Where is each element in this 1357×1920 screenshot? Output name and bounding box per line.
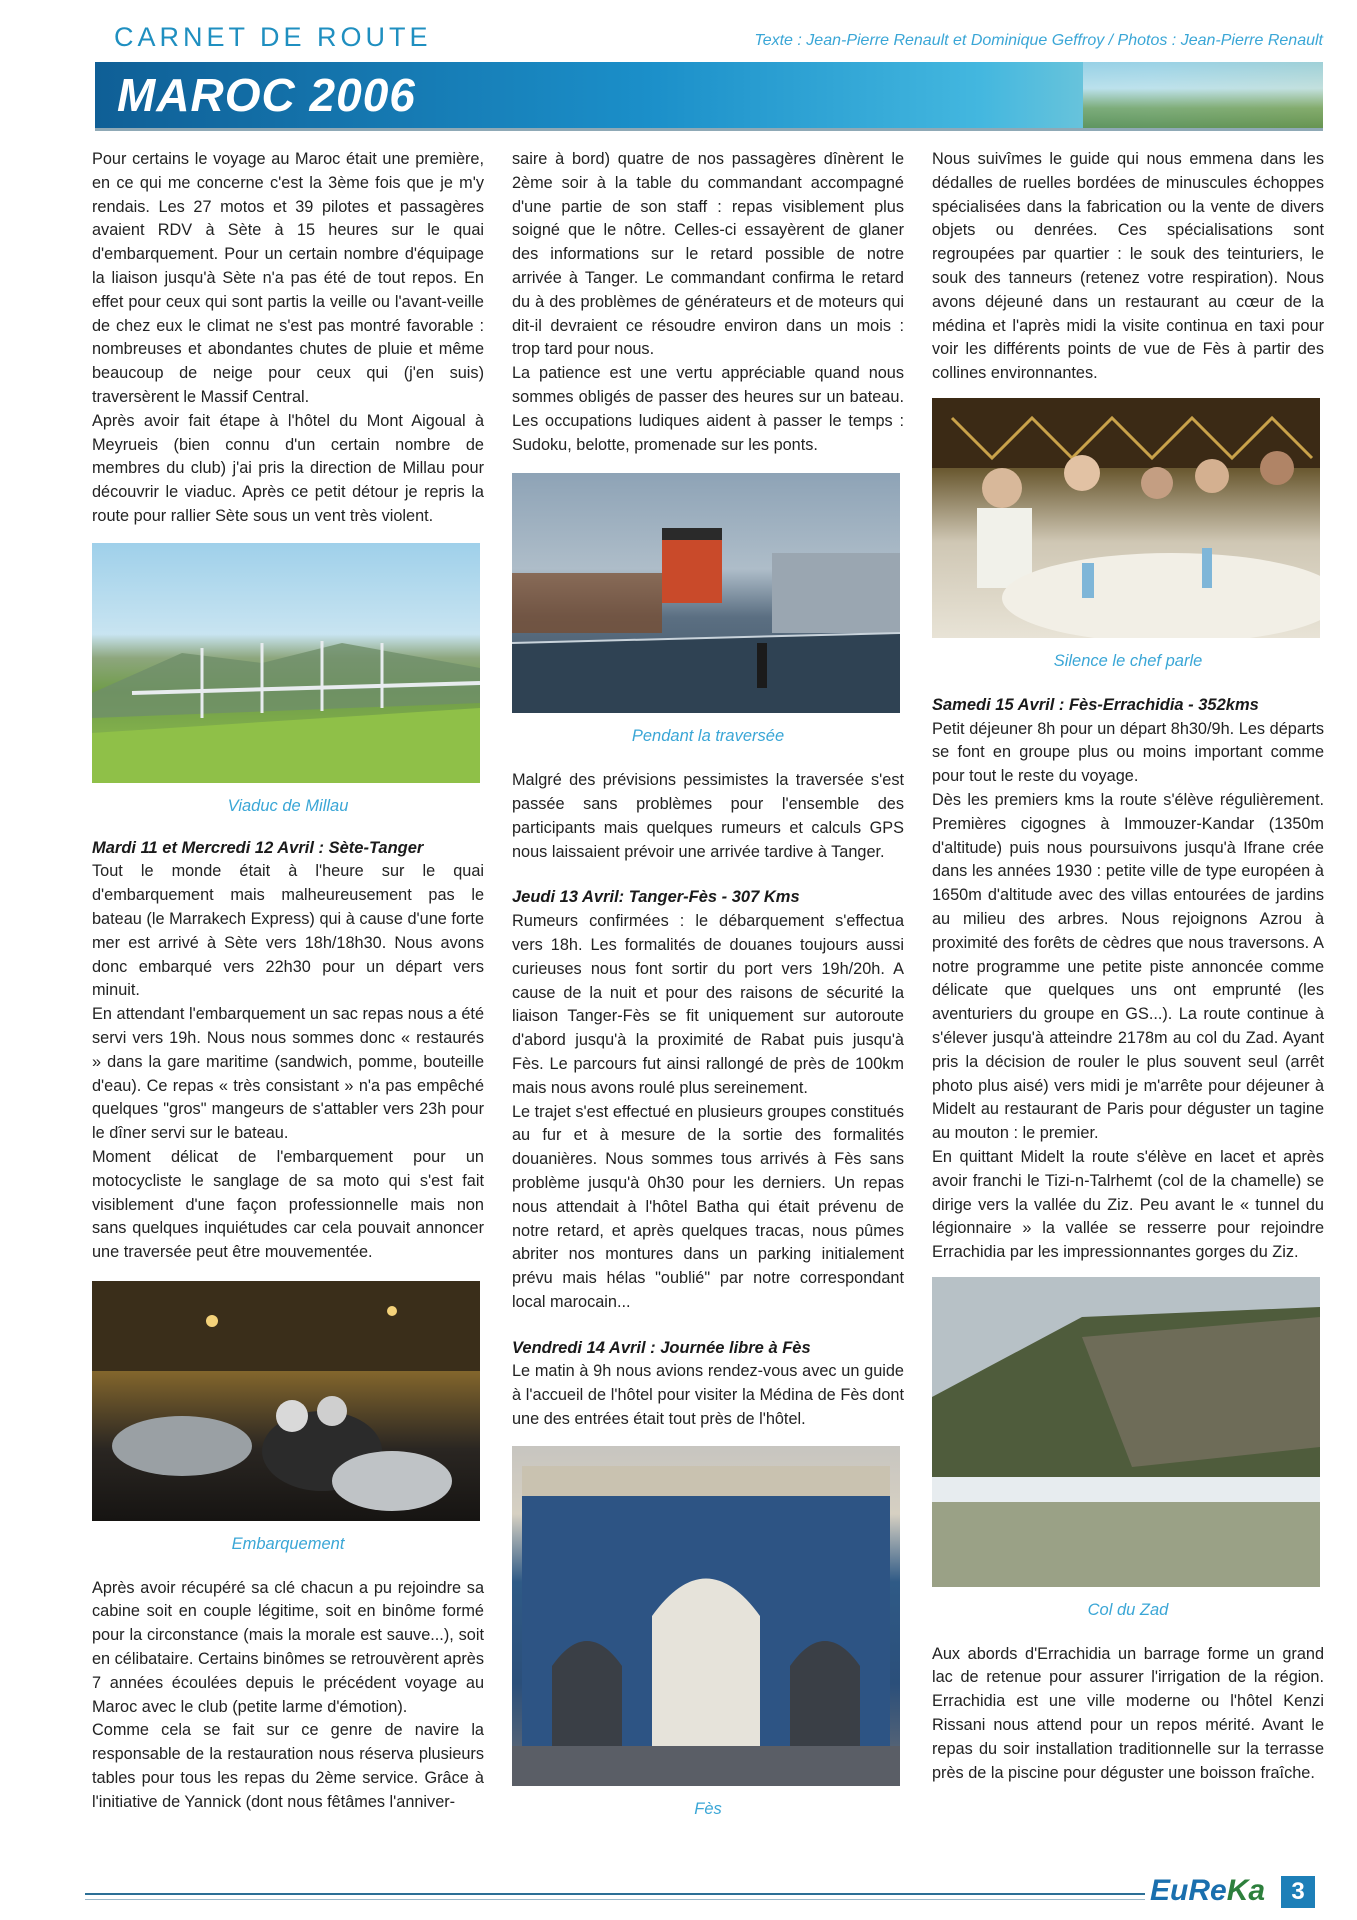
photo-viaduc-millau [92,543,480,783]
title-banner [95,62,1323,128]
paragraph: En attendant l'embarquement un sac repas nous a été servi vers 19h. Nous nous sommes donc « restaurés » dans la gare maritime (sandwich, pomme, bouteille d'eau). Ce repas « très consistant » n'a pas empêché quelques "gros" mangeurs de s'attabler vers 23h pour le dîner servi sur le bateau. [92,1005,484,1143]
paragraph: En quittant Midelt la route s'élève en lacet et après avoir franchi le Tizi-n-Talrhemt (col de la chamelle) se dirige vers la vallée du Ziz. Peu avant le « tunnel du légionnaire » la vallée se resserre pour rejoindre Errachidia par les impressionnantes gorges du Ziz. [932,1147,1324,1262]
paragraph: Après avoir fait étape à l'hôtel du Mont Aigoual à Meyrueis (bien connu d'un certain nombre de membres du club) j'ai pris la direction de Millau pour découvrir le viaduc. Après ce petit détour je repris la route pour rallier Sète sous un vent très violent. [92,411,484,525]
article-title: MAROC 2006 [117,69,416,121]
paragraph: Rumeurs confirmées : le débarquement s'effectua vers 18h. Les formalités de douanes toujours aussi curieuses nous font sortir du port vers 19h/20h. A cause de la nuit et pour des raisons de sécurité la liaison Tanger-Fès se fit uniquement sur autoroute d'abord jusqu'à la proximité de Rabat puis jusqu'à Fès. Le parcours fut ainsi rallongé de près de 100km mais nous avons roulé plus sereinement. [512,912,904,1097]
paragraph: Dès les premiers kms la route s'élève régulièrement. Premières cigognes à Immouzer-Kandar (1350m d'altitude) puis nous poursuivons jusqu'à Ifrane crée dans les années 1930 : petite ville de type européen à 1650m d'altitude avec des villas entourées de jardins au milieu des arbres. Nous rejoignons Azrou à proximité des forêts de cèdres que nous traversons. A notre programme une petite piste annoncée comme délicate que quelques uns ont emprunté (les aventuriers du groupe en GS...). La route continue à s'élever jusqu'à atteindre 2178m au col du Zad. Ayant pris la décision de rouler le plus souvent seul (arrêt photo plus aisé) vers midi je m'arrête pour déjeuner à Midelt au restaurant de Paris pour déguster un tagine au mouton : le premier. [932,790,1324,1143]
photo-caption: Embarquement [231,1534,345,1553]
photo-col-du-zad [932,1277,1320,1587]
paragraph: Malgré des prévisions pessimistes la traversée s'est passée sans problèmes pour l'ensemble des participants mais quelques rumeurs et calculs GPS nous laissaient prévoir une arrivée tardive à Tanger. [512,771,904,861]
footer-rule [85,1899,1145,1900]
photo-caption: Pendant la traversée [631,727,785,746]
photo-caption: Col du Zad [1087,1600,1169,1619]
section-label: CARNET DE ROUTE [114,22,432,52]
paragraph: Comme cela se fait sur ce genre de navire la responsable de la restauration nous réserva plusieurs tables pour tous les repas du 2ème service. Grâce à l'initiative de Yannick (dont nous fêtâmes l'anniver- [92,1721,484,1811]
section-heading: Samedi 15 Avril : Fès-Errachidia - 352kms [932,695,1259,714]
viaduct-illustration [92,543,480,783]
logo-part: Ka [1226,1874,1266,1907]
section-heading: Mardi 11 et Mercredi 12 Avril : Sète-Tanger [92,838,424,857]
restaurant-illustration [932,398,1320,638]
paragraph: La patience est une vertu appréciable quand nous sommes obligés de passer des heures sur un bateau. Les occupations ludiques aident à passer le temps : Sudoku, belotte, promenade sur les ponts. [512,364,904,454]
photo-credits: Texte : Jean-Pierre Renault et Dominique Geffroy / Photos : Jean-Pierre Renault [754,32,1323,49]
footer-rule [85,1893,1145,1895]
column-3 [932,148,1324,1848]
paragraph: Après avoir récupéré sa clé chacun a pu rejoindre sa cabine soit en couple légitime, soit en binôme formé pour la circonstance (mais la morale est sauve...), soit en célibataire. Certains binômes se retrouvèrent après 7 années écoulées depuis le précédent voyage au Maroc avec le club (petite larme d'émotion). [92,1578,484,1716]
banner-rule [95,128,1323,131]
paragraph: saire à bord) quatre de nos passagères dînèrent le 2ème soir à la table du commandant accompagné d'une partie de son staff : repas visiblement plus soigné que le nôtre. Celles-ci essayèrent de glaner des informations sur le retard possible de notre arrivée à Tanger. Le commandant confirma le retard du à des problèmes de générateurs et de moteurs qui dit-il devraient ce résoudre environ dans un mois : trop tard pour nous. [512,150,904,359]
photo-traversee [512,473,900,713]
photo-fes-gate [512,1446,900,1786]
eureka-logo [1150,1874,1265,1908]
photo-embarquement [92,1281,480,1521]
paragraph: Le trajet s'est effectué en plusieurs groupes constitués au fur et à mesure de la sortie des formalités douanières. Nous sommes tous arrivés à Fès sans problème jusqu'à 0h30 pour les derniers. Un repas nous attendait à l'hôtel Batha qui était prévenu de notre retard, et après quelques tracas, nous pûmes abriter nos montures dans un parking initialement prévu mais hélas "oublié" par notre correspondant local marocain... [512,1102,904,1311]
photo-restaurant [932,398,1320,638]
logo-part: EuRe [1150,1874,1227,1907]
section-heading: Jeudi 13 Avril: Tanger-Fès - 307 Kms [512,888,800,907]
column-1 [92,148,484,1848]
banner-landscape-image [1083,62,1323,128]
paragraph: Petit déjeuner 8h pour un départ 8h30/9h. Les départs se font en groupe plus ou moins important comme pour tout le reste du voyage. [932,719,1324,786]
motorcycles-illustration [92,1281,480,1521]
paragraph: Aux abords d'Errachidia un barrage forme un grand lac de retenue pour assurer l'irrigation de la région. Errachidia est une ville moderne ou l'hôtel Kenzi Rissani nous attend pour un repos mérité. Avant le repas du soir installation traditionnelle sur la terrasse près de la piscine pour déguster une boisson fraîche. [932,1644,1324,1782]
paragraph: Nous suivîmes le guide qui nous emmena dans les dédalles de ruelles bordées de minuscules échoppes spécialisées dans la fabrication ou la vente de divers objets ou denrées. Ces spécialisations sont regroupées par quartier : le souk des teinturiers, le souk des tanneurs (retenez votre respiration). Nous avons déjeuné dans un restaurant au cœur de la médina et l'après midi la visite continua en taxi pour voir les différents points de vue de Fès à partir des collines environnantes. [932,150,1324,383]
gorge-illustration [932,1277,1320,1587]
ship-deck-illustration [512,473,900,713]
column-2 [512,148,904,1848]
paragraph: Tout le monde était à l'heure sur le quai d'embarquement mais malheureusement pas le bateau (le Marrakech Express) qui à cause d'une forte mer est arrivé à Sète vers 18h/18h30. Nous avons donc embarqué vers 22h30 pour un départ vers minuit. [92,862,484,1000]
photo-caption: Fès [694,1799,722,1818]
paragraph: Le matin à 9h nous avions rendez-vous avec un guide à l'accueil de l'hôtel pour visiter la Médina de Fès dont une des entrées était tout près de l'hôtel. [512,1362,904,1429]
gate-illustration [512,1446,900,1786]
photo-caption: Silence le chef parle [1053,651,1203,670]
page-number: 3 [1281,1876,1315,1908]
photo-caption: Viaduc de Millau [227,796,349,815]
paragraph: Moment délicat de l'embarquement pour un motocycliste le sanglage de sa moto qui s'est fait visiblement d'une façon professionnelle mais non sans quelques inquiétudes car cela pouvait annoncer une traversée peut être mouvementée. [92,1147,484,1262]
section-heading: Vendredi 14 Avril : Journée libre à Fès [512,1338,811,1357]
paragraph: Pour certains le voyage au Maroc était une première, en ce qui me concerne c'est la 3ème fois que je m'y rendais. Les 27 motos et 39 pilotes et passagères avaient RDV à Sète à 15 heures sur le quai d'embarquement. Pour un certain nombre d'équipage la liaison jusqu'à Sète n'a pas été de tout repos. En effet pour ceux qui sont partis la veille ou l'avant-veille de chez eux le climat ne s'est pas montré favorable : nombreuses et abondantes chutes de pluie et même beaucoup de neige pour ceux qui (j'en suis) traversèrent le Massif Central. [92,150,484,406]
